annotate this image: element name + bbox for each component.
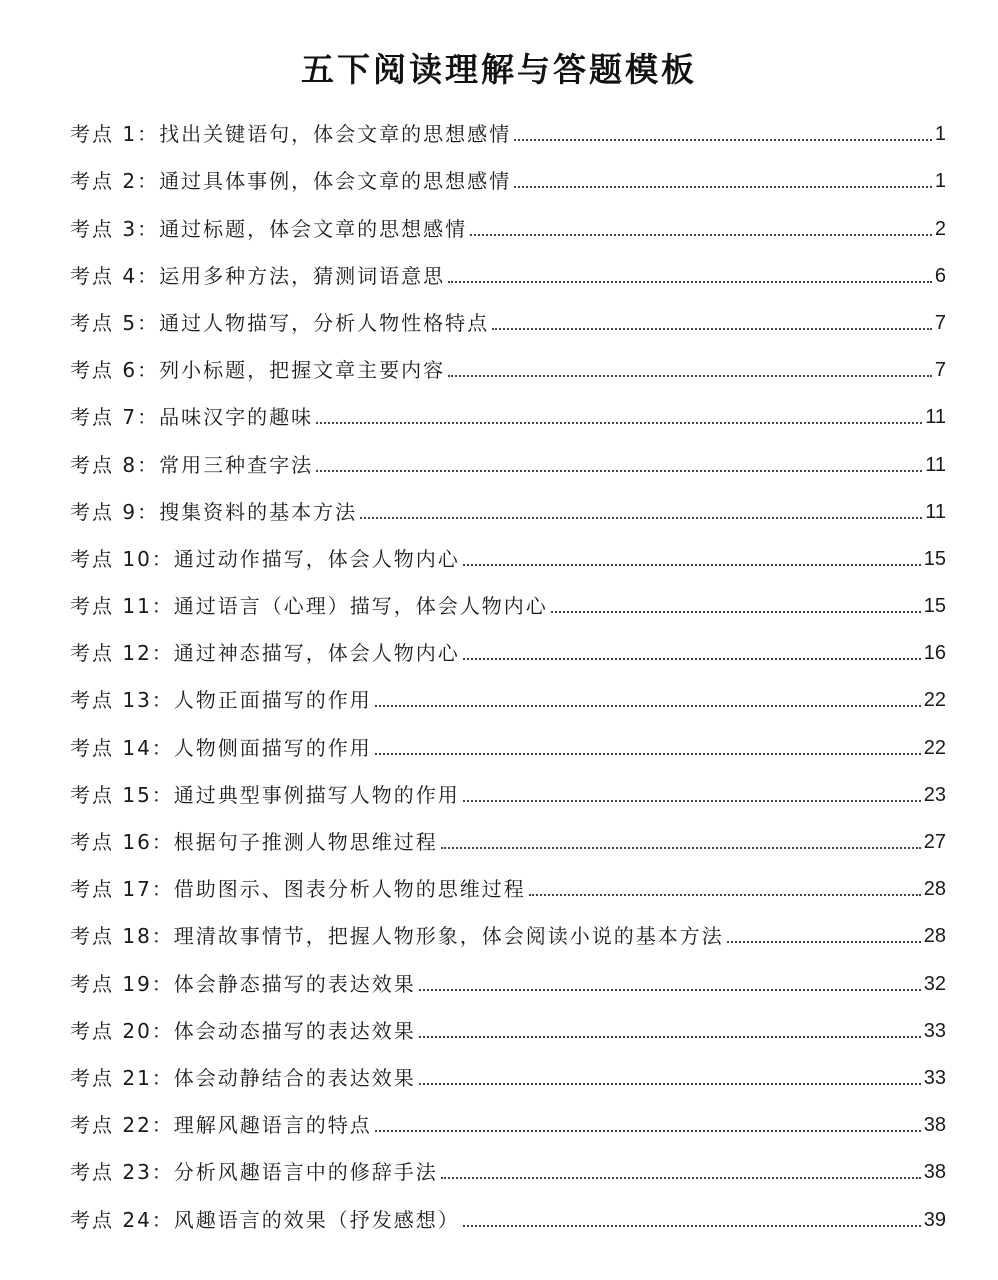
toc-page-number: 38 (923, 1161, 946, 1184)
toc-entry-label: 考点 10：通过动作描写，体会人物内心 (70, 546, 460, 571)
toc-entry (70, 1099, 946, 1146)
toc-entry-label: 考点 18：理清故事情节，把握人物形象，体会阅读小说的基本方法 (70, 924, 724, 949)
toc-page-number: 16 (923, 642, 946, 665)
toc-entry-label: 考点 21：体会动静结合的表达效果 (70, 1065, 416, 1090)
toc-page-number: 11 (925, 406, 946, 429)
toc-entry-label: 考点 17：借助图示、图表分析人物的思维过程 (70, 877, 526, 902)
toc-entry-label: 考点 2：通过具体事例，体会文章的思想感情 (70, 169, 512, 194)
toc-page-number: 22 (923, 689, 946, 712)
toc-page-number: 33 (923, 1019, 946, 1042)
toc-entry-label: 考点 7：品味汉字的趣味 (70, 405, 314, 430)
toc-entry (70, 721, 946, 768)
toc-entry-label: 考点 8：常用三种查字法 (70, 452, 314, 477)
toc-page-number: 32 (923, 972, 946, 995)
dot-leader (448, 281, 932, 283)
toc-entry-label: 考点 24：风趣语言的效果（抒发感想） (70, 1207, 460, 1232)
dot-leader (375, 1130, 921, 1132)
dot-leader (375, 705, 921, 707)
toc-entry-label: 考点 12：通过神态描写，体会人物内心 (70, 641, 460, 666)
toc-entry-label: 考点 20：体会动态描写的表达效果 (70, 1018, 416, 1043)
toc-entry-label: 考点 16：根据句子推测人物思维过程 (70, 830, 438, 854)
toc-entry (70, 580, 946, 627)
toc-page-number: 38 (923, 1114, 946, 1137)
toc-entry (70, 910, 946, 957)
dot-leader (463, 1225, 921, 1227)
toc-entry (70, 155, 946, 202)
toc-entry (70, 816, 946, 863)
toc-entry-label: 考点 4：运用多种方法，猜测词语意思 (70, 263, 446, 288)
page-title: 五下阅读理解与答题模板 (301, 50, 697, 89)
toc-entry (70, 674, 946, 721)
toc-page-number: 2 (934, 217, 946, 240)
toc-page-number: 22 (923, 736, 946, 759)
dot-leader (360, 517, 922, 519)
dot-leader (419, 1083, 921, 1085)
toc-page-number: 7 (934, 359, 946, 382)
dot-leader (463, 800, 921, 802)
toc-entry-label: 考点 19：体会静态描写的表达效果 (70, 971, 416, 996)
toc-page-number: 27 (923, 831, 946, 853)
toc-entry (70, 438, 946, 485)
toc-entry-label: 考点 6：列小标题，把握文章主要内容 (70, 358, 446, 383)
toc-page-number: 39 (923, 1208, 946, 1231)
toc-page-number: 15 (923, 595, 946, 618)
dot-leader (529, 894, 921, 896)
toc-entry (70, 1005, 946, 1052)
toc-page-number: 15 (923, 547, 946, 570)
toc-page-number: 28 (923, 878, 946, 901)
toc-entry (70, 297, 946, 344)
dot-leader (514, 186, 932, 188)
toc-entry-label: 考点 22：理解风趣语言的特点 (70, 1113, 372, 1138)
toc-entry (70, 202, 946, 249)
toc-entry (70, 863, 946, 910)
toc-page-number: 1 (934, 123, 946, 146)
dot-leader (463, 564, 921, 566)
toc-entry (70, 1146, 946, 1193)
dot-leader (448, 375, 932, 377)
toc-page-number: 11 (925, 453, 946, 476)
dot-leader (727, 941, 921, 943)
table-of-contents (70, 108, 946, 1241)
toc-entry (70, 108, 946, 155)
toc-entry-label: 考点 11：通过语言（心理）描写，体会人物内心 (70, 594, 548, 619)
toc-entry (70, 1052, 946, 1099)
dot-leader (316, 422, 922, 424)
toc-entry (70, 391, 946, 438)
toc-entry (70, 627, 946, 674)
toc-entry (70, 1193, 946, 1240)
toc-entry (70, 957, 946, 1004)
toc-entry-label: 考点 15：通过典型事例描写人物的作用 (70, 782, 460, 807)
dot-leader (463, 658, 921, 660)
toc-page-number: 28 (923, 925, 946, 948)
dot-leader (441, 1177, 921, 1179)
toc-entry (70, 769, 946, 816)
toc-entry-label: 考点 5：通过人物描写，分析人物性格特点 (70, 310, 490, 335)
toc-entry (70, 533, 946, 580)
dot-leader (419, 1036, 921, 1038)
dot-leader (492, 328, 932, 330)
toc-page-number: 6 (934, 264, 946, 287)
toc-entry-label: 考点 9：搜集资料的基本方法 (70, 499, 358, 524)
toc-entry (70, 344, 946, 391)
toc-entry-label: 考点 1：找出关键语句，体会文章的思想感情 (70, 122, 512, 147)
dot-leader (470, 234, 932, 236)
dot-leader (441, 847, 921, 849)
dot-leader (419, 989, 921, 991)
toc-page-number: 1 (934, 170, 946, 193)
toc-page-number: 33 (923, 1066, 946, 1089)
dot-leader (551, 611, 921, 613)
dot-leader (375, 753, 921, 755)
toc-entry-label: 考点 3：通过标题，体会文章的思想感情 (70, 216, 468, 241)
dot-leader (316, 470, 922, 472)
toc-entry (70, 250, 946, 297)
toc-page-number: 23 (923, 783, 946, 806)
toc-page-number: 11 (925, 500, 946, 523)
dot-leader (514, 139, 932, 141)
toc-entry-label: 考点 23：分析风趣语言中的修辞手法 (70, 1160, 438, 1185)
toc-page-number: 7 (934, 311, 946, 334)
toc-entry-label: 考点 14：人物侧面描写的作用 (70, 735, 372, 760)
toc-entry (70, 486, 946, 533)
toc-entry-label: 考点 13：人物正面描写的作用 (70, 688, 372, 713)
